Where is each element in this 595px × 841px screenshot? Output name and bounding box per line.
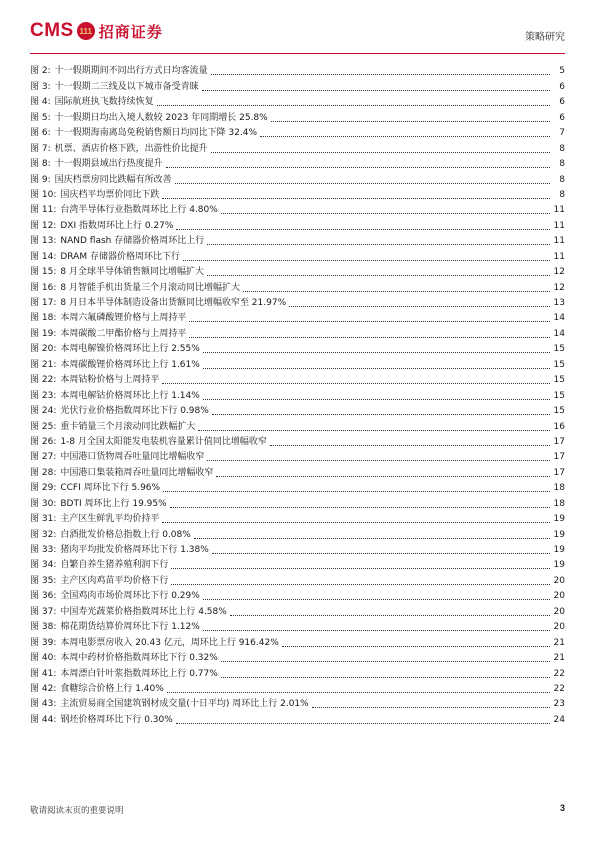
toc-entry[interactable] bbox=[30, 309, 565, 324]
toc-page-number: 8 bbox=[559, 159, 565, 170]
toc-figure-title: 十一假期县域出行热度提升 bbox=[54, 159, 163, 170]
toc-entry[interactable] bbox=[30, 556, 565, 571]
toc-page-number: 17 bbox=[553, 452, 565, 463]
toc-figure-number: 图 31: bbox=[30, 514, 57, 525]
toc-figure-number: 图 44: bbox=[30, 714, 57, 725]
toc-figure-title: 本周漂白针叶浆指数周环比上行 0.77% bbox=[60, 668, 218, 679]
toc-entry[interactable] bbox=[30, 139, 565, 154]
toc-page-number: 12 bbox=[553, 267, 565, 278]
toc-dot-leader bbox=[167, 692, 550, 693]
toc-figure-title: 主流贸易商全国建筑钢材成交量(十日平均) 周环比上行 2.01% bbox=[60, 699, 309, 710]
toc-entry[interactable] bbox=[30, 618, 565, 633]
toc-page-number: 20 bbox=[553, 622, 565, 633]
toc-dot-leader bbox=[212, 553, 550, 554]
toc-dot-leader bbox=[282, 646, 550, 647]
toc-page-number: 20 bbox=[553, 575, 565, 586]
toc-dot-leader bbox=[270, 445, 550, 446]
toc-figure-title: 重卡销量三个月滚动同比跌幅扩大 bbox=[60, 421, 196, 432]
toc-figure-number: 图 4: bbox=[30, 97, 51, 108]
toc-page-number: 22 bbox=[553, 668, 565, 679]
toc-figure-number: 图 41: bbox=[30, 668, 57, 679]
toc-figure-number: 图 17: bbox=[30, 298, 57, 308]
toc-page-number: 19 bbox=[553, 529, 565, 540]
toc-dot-leader bbox=[211, 152, 550, 153]
toc-figure-title: 本周碳酸锂价格周环比上行 1.61% bbox=[60, 359, 200, 370]
toc-figure-number: 图 29: bbox=[30, 483, 57, 494]
toc-figure-title: 中国港口集装箱周吞吐量同比增幅收窄 bbox=[60, 467, 214, 478]
toc-entry[interactable] bbox=[30, 201, 565, 216]
toc-entry[interactable] bbox=[30, 77, 565, 92]
toc-page-number: 6 bbox=[559, 81, 565, 92]
toc-figure-title: BDTI 周环比上行 19.95% bbox=[60, 498, 167, 509]
toc-page-number: 6 bbox=[559, 112, 565, 123]
toc-figure-title: 8 月智能手机出货量三个月滚动同比增幅扩大 bbox=[60, 282, 240, 293]
logo-chinese-name: 招商证券 bbox=[98, 22, 163, 41]
toc-dot-leader bbox=[203, 599, 550, 600]
toc-figure-number: 图 34: bbox=[30, 560, 57, 571]
toc-dot-leader bbox=[171, 584, 550, 585]
toc-entry[interactable] bbox=[30, 355, 565, 370]
toc-dot-leader bbox=[194, 538, 550, 539]
toc-figure-number: 图 3: bbox=[30, 81, 51, 92]
toc-entry[interactable] bbox=[30, 479, 565, 494]
toc-page-number: 15 bbox=[553, 375, 565, 386]
toc-figure-number: 图 26: bbox=[30, 436, 57, 447]
toc-figure-title: 本周电解钴价格周环比上行 1.14% bbox=[60, 390, 200, 401]
toc-entry[interactable] bbox=[30, 108, 565, 123]
toc-entry[interactable] bbox=[30, 324, 565, 339]
toc-entry[interactable] bbox=[30, 680, 565, 695]
toc-figure-number: 图 18: bbox=[30, 313, 57, 324]
toc-figure-title: 中国港口货物周吞吐量同比增幅收窄 bbox=[60, 452, 205, 463]
toc-entry[interactable] bbox=[30, 541, 565, 556]
toc-page-number: 15 bbox=[553, 359, 565, 370]
toc-figure-title: 本周中药材价格指数周环比下行 0.32% bbox=[60, 653, 218, 664]
toc-figure-number: 图 11: bbox=[30, 205, 57, 216]
toc-figure-number: 图 24: bbox=[30, 406, 57, 417]
toc-page-number: 11 bbox=[553, 236, 565, 247]
toc-figure-number: 图 19: bbox=[30, 328, 57, 339]
toc-entry[interactable] bbox=[30, 695, 565, 710]
toc-entry[interactable] bbox=[30, 155, 565, 170]
toc-dot-leader bbox=[221, 661, 550, 662]
toc-page-number: 20 bbox=[553, 606, 565, 617]
toc-dot-leader bbox=[243, 291, 550, 292]
toc-figure-title: 光伏行业价格指数周环比下行 0.98% bbox=[60, 406, 209, 417]
toc-figure-title: 十一假期日均出入境人数较 2023 年同期增长 25.8% bbox=[54, 112, 268, 123]
toc-dot-leader bbox=[207, 460, 550, 461]
toc-figure-title: 猪肉平均批发价格周环比下行 1.38% bbox=[60, 545, 209, 555]
toc-entry[interactable] bbox=[30, 232, 565, 247]
toc-page-number: 15 bbox=[553, 406, 565, 417]
toc-page-number: 15 bbox=[553, 390, 565, 401]
toc-page-number: 8 bbox=[559, 143, 565, 154]
toc-figure-title: 棉花期货结算价周环比下行 1.12% bbox=[60, 622, 200, 633]
toc-figure-number: 图 8: bbox=[30, 159, 51, 170]
toc-dot-leader bbox=[176, 229, 550, 230]
toc-figure-number: 图 9: bbox=[30, 174, 51, 185]
toc-page-number: 19 bbox=[553, 560, 565, 571]
toc-page-number: 11 bbox=[553, 220, 565, 231]
toc-dot-leader bbox=[221, 213, 550, 214]
toc-dot-leader bbox=[230, 615, 550, 616]
toc-figure-title: 白酒批发价格总指数上行 0.08% bbox=[60, 529, 191, 540]
toc-figure-number: 图 33: bbox=[30, 545, 57, 555]
toc-dot-leader bbox=[203, 399, 550, 400]
toc-page-number: 21 bbox=[553, 653, 565, 664]
toc-figure-title: 钢坯价格周环比下行 0.30% bbox=[60, 714, 173, 725]
toc-figure-number: 图 15: bbox=[30, 267, 57, 278]
toc-dot-leader bbox=[312, 707, 550, 708]
footer-disclaimer: 敬请阅读末页的重要说明 bbox=[30, 806, 124, 816]
toc-page-number: 15 bbox=[553, 344, 565, 355]
toc-page-number: 12 bbox=[553, 282, 565, 293]
toc-entry[interactable] bbox=[30, 124, 565, 139]
toc-dot-leader bbox=[211, 74, 550, 75]
toc-page-number: 7 bbox=[559, 128, 565, 139]
company-logo bbox=[30, 20, 163, 42]
toc-entry[interactable] bbox=[30, 263, 565, 278]
toc-dot-leader bbox=[207, 275, 550, 276]
toc-figure-title: 十一假期二三线及以下城市备受青睐 bbox=[54, 81, 199, 92]
toc-page-number: 14 bbox=[553, 328, 565, 339]
toc-dot-leader bbox=[157, 105, 550, 106]
toc-figure-number: 图 21: bbox=[30, 359, 57, 370]
toc-figure-number: 图 35: bbox=[30, 575, 57, 586]
toc-entry[interactable] bbox=[30, 93, 565, 108]
toc-entry[interactable] bbox=[30, 186, 565, 201]
toc-page-number: 17 bbox=[553, 436, 565, 447]
toc-page-number: 8 bbox=[559, 174, 565, 185]
toc-figure-number: 图 2: bbox=[30, 66, 51, 77]
toc-figure-number: 图 20: bbox=[30, 344, 57, 355]
toc-dot-leader bbox=[216, 476, 550, 477]
toc-dot-leader bbox=[189, 321, 550, 322]
toc-dot-leader bbox=[289, 306, 550, 307]
toc-figure-title: 本周碳酸二甲酯价格与上周持平 bbox=[60, 328, 187, 339]
toc-dot-leader bbox=[189, 337, 550, 338]
toc-entry[interactable] bbox=[30, 170, 565, 185]
toc-figure-title: 国庆档平均票价同比下跌 bbox=[60, 189, 160, 200]
toc-figure-number: 图 14: bbox=[30, 251, 57, 262]
figure-list bbox=[30, 62, 565, 726]
toc-figure-number: 图 39: bbox=[30, 637, 57, 648]
toc-figure-title: 本周电影票房收入 20.43 亿元，周环比上行 916.42% bbox=[60, 637, 279, 648]
toc-dot-leader bbox=[271, 121, 550, 122]
toc-figure-number: 图 27: bbox=[30, 452, 57, 463]
toc-figure-title: 国际航班执飞数持续恢复 bbox=[54, 97, 154, 108]
toc-page-number: 22 bbox=[553, 683, 565, 694]
toc-dot-leader bbox=[171, 568, 550, 569]
toc-figure-title: 1-8 月全国太阳能发电装机容量累计值同比增幅收窄 bbox=[60, 436, 267, 447]
toc-page-number: 24 bbox=[553, 714, 565, 725]
toc-figure-number: 图 38: bbox=[30, 622, 57, 633]
logo-cms-text: CMS bbox=[30, 20, 74, 41]
toc-entry[interactable] bbox=[30, 294, 565, 309]
toc-figure-title: 十一假期期间不同出行方式日均客流量 bbox=[54, 66, 208, 77]
toc-page-number: 23 bbox=[553, 699, 565, 710]
toc-dot-leader bbox=[183, 260, 550, 261]
toc-entry[interactable] bbox=[30, 216, 565, 231]
toc-entry[interactable] bbox=[30, 510, 565, 525]
toc-entry[interactable] bbox=[30, 62, 565, 77]
toc-figure-title: DRAM 存储器价格周环比下行 bbox=[60, 251, 180, 262]
toc-figure-number: 图 5: bbox=[30, 112, 51, 123]
toc-page-number: 11 bbox=[553, 251, 565, 262]
toc-page-number: 13 bbox=[553, 298, 565, 308]
toc-figure-title: CCFI 周环比下行 5.96% bbox=[60, 483, 161, 494]
toc-figure-number: 图 43: bbox=[30, 699, 57, 710]
toc-dot-leader bbox=[207, 244, 550, 245]
toc-page-number: 17 bbox=[553, 467, 565, 478]
toc-figure-number: 图 7: bbox=[30, 143, 51, 154]
toc-entry[interactable] bbox=[30, 649, 565, 664]
toc-entry[interactable] bbox=[30, 587, 565, 602]
toc-page-number: 20 bbox=[553, 591, 565, 602]
toc-entry[interactable] bbox=[30, 247, 565, 262]
toc-entry[interactable] bbox=[30, 602, 565, 617]
toc-page-number: 18 bbox=[553, 483, 565, 494]
toc-entry[interactable] bbox=[30, 371, 565, 386]
toc-dot-leader bbox=[198, 430, 550, 431]
toc-entry[interactable] bbox=[30, 278, 565, 293]
toc-entry[interactable] bbox=[30, 633, 565, 648]
toc-dot-leader bbox=[203, 368, 550, 369]
toc-entry[interactable] bbox=[30, 448, 565, 463]
toc-page-number: 19 bbox=[553, 545, 565, 555]
toc-dot-leader bbox=[162, 522, 550, 523]
toc-figure-number: 图 22: bbox=[30, 375, 57, 386]
toc-figure-title: 本周六氟磷酸锂价格与上周持平 bbox=[60, 313, 187, 324]
toc-figure-title: 台湾半导体行业指数周环比上行 4.80% bbox=[60, 205, 218, 216]
toc-figure-title: DXI 指数周环比上行 0.27% bbox=[60, 220, 174, 231]
toc-dot-leader bbox=[170, 507, 550, 508]
toc-page-number: 14 bbox=[553, 313, 565, 324]
toc-figure-title: 十一假期海南离岛免税销售额日均同比下降 32.4% bbox=[54, 128, 258, 139]
toc-page-number: 6 bbox=[559, 97, 565, 108]
header-divider bbox=[30, 53, 565, 54]
toc-entry[interactable] bbox=[30, 571, 565, 586]
toc-figure-number: 图 23: bbox=[30, 390, 57, 401]
toc-dot-leader bbox=[163, 491, 550, 492]
toc-dot-leader bbox=[203, 352, 550, 353]
toc-figure-number: 图 10: bbox=[30, 189, 57, 200]
toc-figure-title: 本周电解镍价格周环比上行 2.55% bbox=[60, 344, 200, 355]
toc-entry[interactable] bbox=[30, 463, 565, 478]
toc-page-number: 16 bbox=[553, 421, 565, 432]
toc-figure-number: 图 6: bbox=[30, 128, 51, 139]
toc-entry[interactable] bbox=[30, 494, 565, 509]
toc-dot-leader bbox=[176, 723, 550, 724]
toc-entry[interactable] bbox=[30, 710, 565, 725]
toc-figure-title: 主产区生鲜乳平均价持平 bbox=[60, 514, 160, 525]
toc-figure-number: 图 30: bbox=[30, 498, 57, 509]
logo-emblem-icon: 111 bbox=[77, 22, 95, 40]
page-number: 3 bbox=[559, 803, 565, 813]
toc-page-number: 21 bbox=[553, 637, 565, 648]
toc-entry[interactable] bbox=[30, 340, 565, 355]
toc-figure-number: 图 40: bbox=[30, 653, 57, 664]
toc-figure-title: 主产区肉鸡苗平均价格下行 bbox=[60, 575, 169, 586]
toc-figure-title: 国庆档票房同比跌幅有所改善 bbox=[54, 174, 172, 185]
toc-figure-number: 图 32: bbox=[30, 529, 57, 540]
toc-figure-title: 中国寿光蔬菜价格指数周环比上行 4.58% bbox=[60, 606, 227, 617]
toc-figure-number: 图 42: bbox=[30, 683, 57, 694]
toc-page-number: 19 bbox=[553, 514, 565, 525]
toc-dot-leader bbox=[166, 167, 550, 168]
toc-entry[interactable] bbox=[30, 664, 565, 679]
toc-page-number: 5 bbox=[559, 66, 565, 77]
toc-figure-title: 机票、酒店价格下跌，出游性价比提升 bbox=[54, 143, 208, 154]
toc-entry[interactable] bbox=[30, 417, 565, 432]
toc-figure-title: 8 月日本半导体制造设备出货额同比增幅收窄至 21.97% bbox=[60, 298, 287, 308]
toc-page-number: 11 bbox=[553, 205, 565, 216]
toc-entry[interactable] bbox=[30, 433, 565, 448]
toc-figure-title: NAND flash 存储器价格周环比上行 bbox=[60, 236, 205, 247]
toc-figure-title: 8 月全球半导体销售额同比增幅扩大 bbox=[60, 267, 204, 278]
toc-entry[interactable] bbox=[30, 386, 565, 401]
toc-figure-title: 食糖综合价格上行 1.40% bbox=[60, 683, 164, 694]
toc-figure-title: 全国鸡肉市场价周环比下行 0.29% bbox=[60, 591, 200, 602]
toc-dot-leader bbox=[260, 136, 550, 137]
toc-dot-leader bbox=[221, 677, 550, 678]
toc-dot-leader bbox=[212, 414, 550, 415]
toc-page-number: 18 bbox=[553, 498, 565, 509]
toc-dot-leader bbox=[202, 90, 550, 91]
toc-dot-leader bbox=[175, 183, 550, 184]
toc-figure-number: 图 12: bbox=[30, 220, 57, 231]
toc-page-number: 8 bbox=[559, 189, 565, 200]
toc-entry[interactable] bbox=[30, 402, 565, 417]
toc-figure-title: 自繁自养生猪养殖利润下行 bbox=[60, 560, 169, 571]
toc-dot-leader bbox=[162, 198, 550, 199]
toc-entry[interactable] bbox=[30, 525, 565, 540]
report-category: 策略研究 bbox=[525, 32, 565, 43]
page-header bbox=[30, 18, 565, 48]
toc-figure-number: 图 37: bbox=[30, 606, 57, 617]
toc-dot-leader bbox=[162, 383, 550, 384]
toc-figure-number: 图 36: bbox=[30, 591, 57, 602]
toc-figure-number: 图 13: bbox=[30, 236, 57, 247]
toc-figure-number: 图 16: bbox=[30, 282, 57, 293]
toc-figure-title: 本周钴粉价格与上周持平 bbox=[60, 375, 160, 386]
toc-dot-leader bbox=[203, 630, 550, 631]
toc-figure-number: 图 28: bbox=[30, 467, 57, 478]
toc-figure-number: 图 25: bbox=[30, 421, 57, 432]
